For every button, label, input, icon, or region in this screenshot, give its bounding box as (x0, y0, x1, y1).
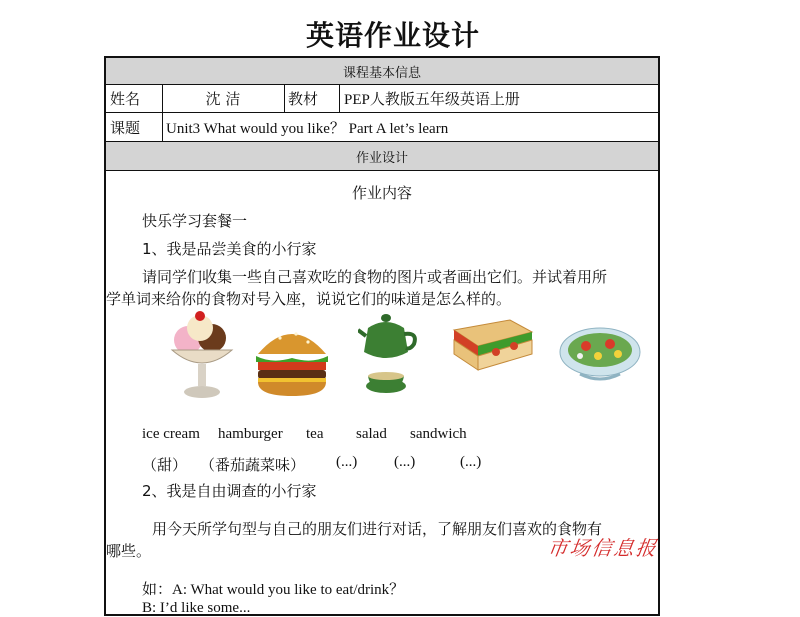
task2-text-line2: 哪些。 (106, 542, 152, 560)
food-word-5: sandwich (410, 426, 467, 442)
food-word-4: salad (356, 426, 387, 442)
task1-text-line1: 请同学们收集一些自己喜欢吃的食物的图片或者画出它们。并试着用所 (142, 268, 608, 286)
task2-text-line1: 用今天所学句型与自己的朋友们进行对话，了解朋友们喜欢的食物有 (152, 520, 603, 538)
task1-text-line2: 学单词来给你的食物对号入座，说说它们的味道是怎么样的。 (106, 290, 512, 308)
food-word-1: ice cream (142, 426, 200, 442)
name-value: 沈 洁 (205, 90, 241, 108)
textbook-value: PEP人教版五年级英语上册 (344, 92, 520, 108)
watermark-logo: 市场信息报 (546, 536, 660, 560)
page-title: 英语作业设计 (305, 19, 480, 52)
example-dialog-a: 如：A: What would you like to eat/drink？ (142, 582, 405, 598)
package-title: 快乐学习套餐一 (142, 212, 248, 230)
food-taste-1: （甜） (142, 456, 188, 474)
food-taste-5: (...) (460, 454, 482, 470)
ice-cream-icon (166, 310, 238, 402)
food-taste-4: (...) (394, 454, 416, 470)
design-label: 作业设计 (355, 150, 408, 166)
content-heading: 作业内容 (351, 184, 412, 202)
topic-value: Unit3 What would you like？ Part A let’s learn (166, 120, 449, 137)
example-dialog-b: B: I’d like some... (142, 600, 251, 616)
topic-row (106, 113, 658, 142)
topic-label: 课题 (110, 118, 141, 137)
hamburger-icon (252, 320, 332, 402)
teapot-icon (358, 310, 418, 400)
task1-title: 1、我是品尝美食的小行家 (142, 240, 317, 258)
design-header (106, 142, 658, 171)
name-row (106, 85, 658, 113)
food-taste-3: (...) (336, 454, 358, 470)
basic-info-header (106, 58, 658, 85)
food-word-3: tea (306, 426, 324, 442)
food-taste-2: （番茄蔬菜味） (200, 456, 306, 474)
salad-icon (556, 322, 644, 388)
food-word-2: hamburger (218, 426, 283, 442)
textbook-label: 教材 (288, 90, 319, 108)
name-label: 姓名 (110, 90, 141, 108)
basic-info-label: 课程基本信息 (342, 65, 421, 81)
sandwich-icon (450, 316, 536, 384)
task2-title: 2、我是自由调查的小行家 (142, 482, 317, 500)
